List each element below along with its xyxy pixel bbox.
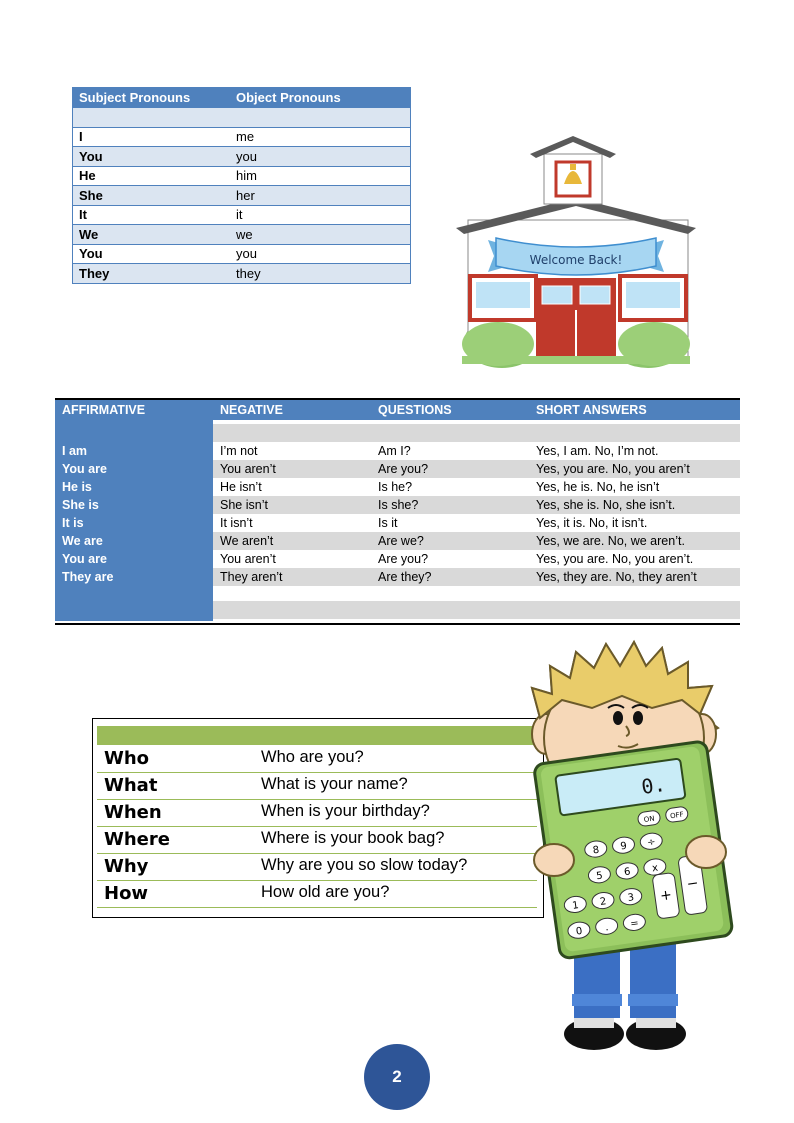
question-form: Are we?: [378, 534, 424, 548]
subject-pronoun: You: [73, 147, 231, 167]
affirmative-form: She is: [62, 498, 99, 512]
wh-row: [97, 799, 537, 827]
wh-question: Where is your book bag?: [261, 829, 445, 847]
subject-pronoun: They: [73, 264, 231, 284]
wh-table-header: [97, 726, 537, 745]
wh-question: How old are you?: [261, 883, 390, 901]
wh-question: When is your birthday?: [261, 802, 430, 820]
affirmative-form: I am: [62, 444, 88, 458]
subject-pronoun: He: [73, 166, 231, 186]
subject-pronoun: It: [73, 205, 231, 225]
short-answer: Yes, it is. No, it isn’t.: [536, 516, 648, 530]
wh-question: Who are you?: [261, 748, 364, 766]
calc-key-3: 3: [627, 892, 635, 905]
calc-key-divide: ÷: [646, 836, 657, 849]
wh-word: Where: [104, 829, 170, 850]
short-answer: Yes, you are. No, you aren’t: [536, 462, 690, 476]
calc-key-1: 1: [571, 900, 580, 912]
object-pronoun: you: [230, 244, 411, 264]
object-pronoun: they: [230, 264, 411, 284]
calc-key-on: ON: [643, 814, 656, 825]
calc-key-6: 6: [623, 866, 632, 879]
page-number-badge: 2: [364, 1044, 430, 1110]
negative-form: He isn’t: [220, 480, 262, 494]
affirmative-form: It is: [62, 516, 84, 530]
pronoun-table: [72, 87, 411, 284]
subject-pronoun: We: [73, 225, 231, 245]
negative-form: I’m not: [220, 444, 258, 458]
affirmative-form: We are: [62, 534, 103, 548]
short-answer: Yes, I am. No, I’m not.: [536, 444, 659, 458]
object-pronoun: you: [230, 147, 411, 167]
object-pronoun: him: [230, 166, 411, 186]
calc-key-minus: −: [685, 875, 700, 893]
question-form: Is she?: [378, 498, 419, 512]
calc-key-8: 8: [592, 844, 600, 857]
wh-row: [97, 853, 537, 881]
calc-key-off: OFF: [669, 810, 685, 821]
calc-key-multiply: x: [651, 862, 659, 875]
verb-table-header: [55, 400, 740, 420]
banner-text: Welcome Back!: [529, 253, 623, 267]
object-pronoun: me: [230, 127, 411, 147]
short-answer: Yes, they are. No, they aren’t: [536, 570, 697, 584]
negative-form: She isn’t: [220, 498, 268, 512]
header-questions: QUESTIONS: [378, 403, 452, 417]
wh-word: What: [104, 775, 158, 796]
calculator-display: 0.: [639, 771, 668, 799]
verb-to-be-table: [55, 398, 740, 625]
wh-word: How: [104, 883, 149, 904]
short-answer: Yes, he is. No, he isn’t: [536, 480, 660, 494]
subject-pronoun: I: [73, 127, 231, 147]
wh-question: Why are you so slow today?: [261, 856, 468, 874]
calc-key-9: 9: [619, 840, 628, 853]
affirmative-form: You are: [62, 462, 107, 476]
wh-question: What is your name?: [261, 775, 408, 793]
short-answer: Yes, we are. No, we aren’t.: [536, 534, 685, 548]
wh-row: [97, 772, 537, 800]
wh-row: [97, 826, 537, 854]
question-form: Is he?: [378, 480, 413, 494]
header-negative: NEGATIVE: [220, 403, 283, 417]
subject-pronoun: She: [73, 186, 231, 206]
affirmative-form: They are: [62, 570, 114, 584]
header-affirmative: AFFIRMATIVE: [62, 403, 146, 417]
calc-key-equals: =: [629, 917, 640, 930]
subject-pronoun: You: [73, 244, 231, 264]
calc-key-2: 2: [599, 896, 608, 908]
wh-word: Who: [104, 748, 150, 769]
question-form: Are they?: [378, 570, 432, 584]
affirmative-form: He is: [62, 480, 92, 494]
negative-form: It isn’t: [220, 516, 253, 530]
calc-key-5: 5: [595, 870, 604, 883]
calc-key-decimal: .: [604, 922, 610, 934]
question-form: Are you?: [378, 552, 429, 566]
question-form: Am I?: [378, 444, 411, 458]
affirmative-form: You are: [62, 552, 107, 566]
question-form: Is it: [378, 516, 398, 530]
negative-form: They aren’t: [220, 570, 283, 584]
object-pronoun: her: [230, 186, 411, 206]
header-short-answers: SHORT ANSWERS: [536, 403, 647, 417]
negative-form: You aren’t: [220, 462, 276, 476]
negative-form: You aren’t: [220, 552, 276, 566]
negative-form: We aren’t: [220, 534, 274, 548]
calc-key-plus: +: [659, 886, 673, 905]
pronoun-header-subject: Subject Pronouns: [73, 88, 231, 108]
pronoun-header-object: Object Pronouns: [230, 88, 411, 108]
calc-key-0: 0: [575, 925, 584, 938]
wh-word: Why: [104, 856, 149, 877]
school-illustration: [452, 132, 700, 372]
wh-word: When: [104, 802, 162, 823]
short-answer: Yes, you are. No, you aren’t.: [536, 552, 694, 566]
wh-row: [97, 880, 537, 908]
object-pronoun: we: [230, 225, 411, 245]
boy-calculator-illustration: [522, 638, 742, 1058]
wh-questions-table: [92, 718, 544, 918]
wh-row: [97, 745, 537, 773]
short-answer: Yes, she is. No, she isn’t.: [536, 498, 676, 512]
object-pronoun: it: [230, 205, 411, 225]
question-form: Are you?: [378, 462, 429, 476]
